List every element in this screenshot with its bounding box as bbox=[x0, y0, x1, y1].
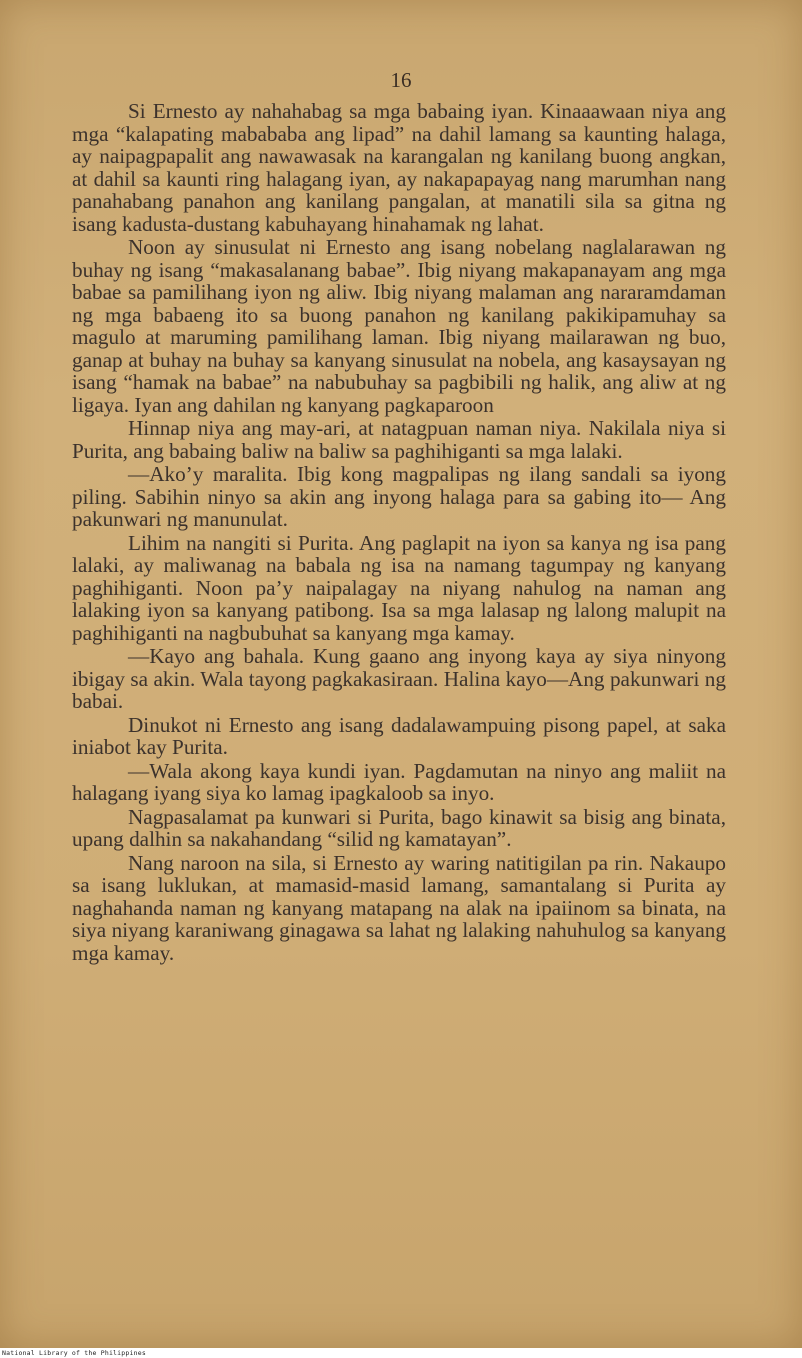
paragraph: Nagpasalamat pa kunwari si Purita, bago kinawit sa bisig ang binata, upang dalhin sa nakahandang “silid ng kamatayan”. bbox=[72, 804, 726, 851]
paragraph: —Ako’y maralita. Ibig kong magpalipas ng ilang sandali sa iyong piling. Sabihin ninyo sa akin ang inyong halaga para sa gabing ito— Ang pakunwari ng manunulat. bbox=[72, 462, 726, 531]
paragraph: Noon ay sinusulat ni Ernesto ang isang nobelang naglalarawan ng buhay ng isang “makasalanang babae”. Ibig niyang makapanayam ang mga babae sa pamilihang iyon ng aliw. Ibig niyang malaman ang nararamdaman ng mga babaeng ito sa buong panahon ng kanilang pakikipamuhay sa magulo at maruming pamilihang laman. Ibig niyang mailarawan ng buo, ganap at buhay na buhay sa kanyang sinusulat na nobela, ang kasaysayan ng isang “hamak na babae” na nabubuhay sa pagbibili ng halik, ang aliw at ng ligaya. Iyan ang dahilan ng kanyang pagkaparoon bbox=[72, 235, 726, 417]
paragraph: —Kayo ang bahala. Kung gaano ang inyong kaya ay siya ninyong ibigay sa akin. Wala tayong pagkakasiraan. Halina kayo—Ang pakunwari ng babai. bbox=[72, 644, 726, 713]
library-footer: National Library of the Philippines bbox=[2, 1349, 146, 1357]
body-text bbox=[72, 100, 726, 965]
paragraph: Hinnap niya ang may-ari, at natagpuan naman niya. Nakilala niya si Purita, ang babaing baliw na baliw sa paghihiganti sa mga lalaki. bbox=[72, 416, 726, 463]
page-number: 16 bbox=[390, 68, 412, 92]
paragraph: Dinukot ni Ernesto ang isang dadalawampuing pisong papel, at saka iniabot kay Purita. bbox=[72, 712, 726, 759]
paragraph: Si Ernesto ay nahahabag sa mga babaing iyan. Kinaaawaan niya ang mga “kalapating mabababa ang lipad” na dahil lamang sa kaunting halaga, ay naipagpapalit ang nawawasak na karangalan ng kanilang buong angkan, at dahil sa kaunti ring halagang iyan, ay nakapapayag nang marumhan nang panahabang panahon ang kanilang pangalan, at manatili sila sa gitna ng isang kadusta-dustang kabuhayang hinahamak ng lahat. bbox=[72, 99, 726, 236]
paragraph: Lihim na nangiti si Purita. Ang paglapit na iyon sa kanya ng isa pang lalaki, ay maliwanag na babala ng isa na namang tagumpay ng kanyang paghihiganti. Noon pa’y naipalagay na niyang nahulog na naman ang lalaking iyon sa kanyang patibong. Isa sa mga lalasap ng lalong malupit na paghihiganti na nagbubuhat sa kanyang mga kamay. bbox=[72, 530, 726, 645]
paragraph: Nang naroon na sila, si Ernesto ay waring natitigilan pa rin. Nakaupo sa isang luklukan, at mamasid-masid lamang, samantalang si Purita ay naghahanda naman ng kanyang matapang na alak na ipaiinom sa binata, na siya niyang karaniwang ginagawa sa lahat ng lalaking nahuhulog sa kanyang mga kamay. bbox=[72, 850, 726, 965]
paragraph: —Wala akong kaya kundi iyan. Pagdamutan na ninyo ang maliit na halagang iyang siya ko lamag ipagkaloob sa inyo. bbox=[72, 758, 726, 805]
